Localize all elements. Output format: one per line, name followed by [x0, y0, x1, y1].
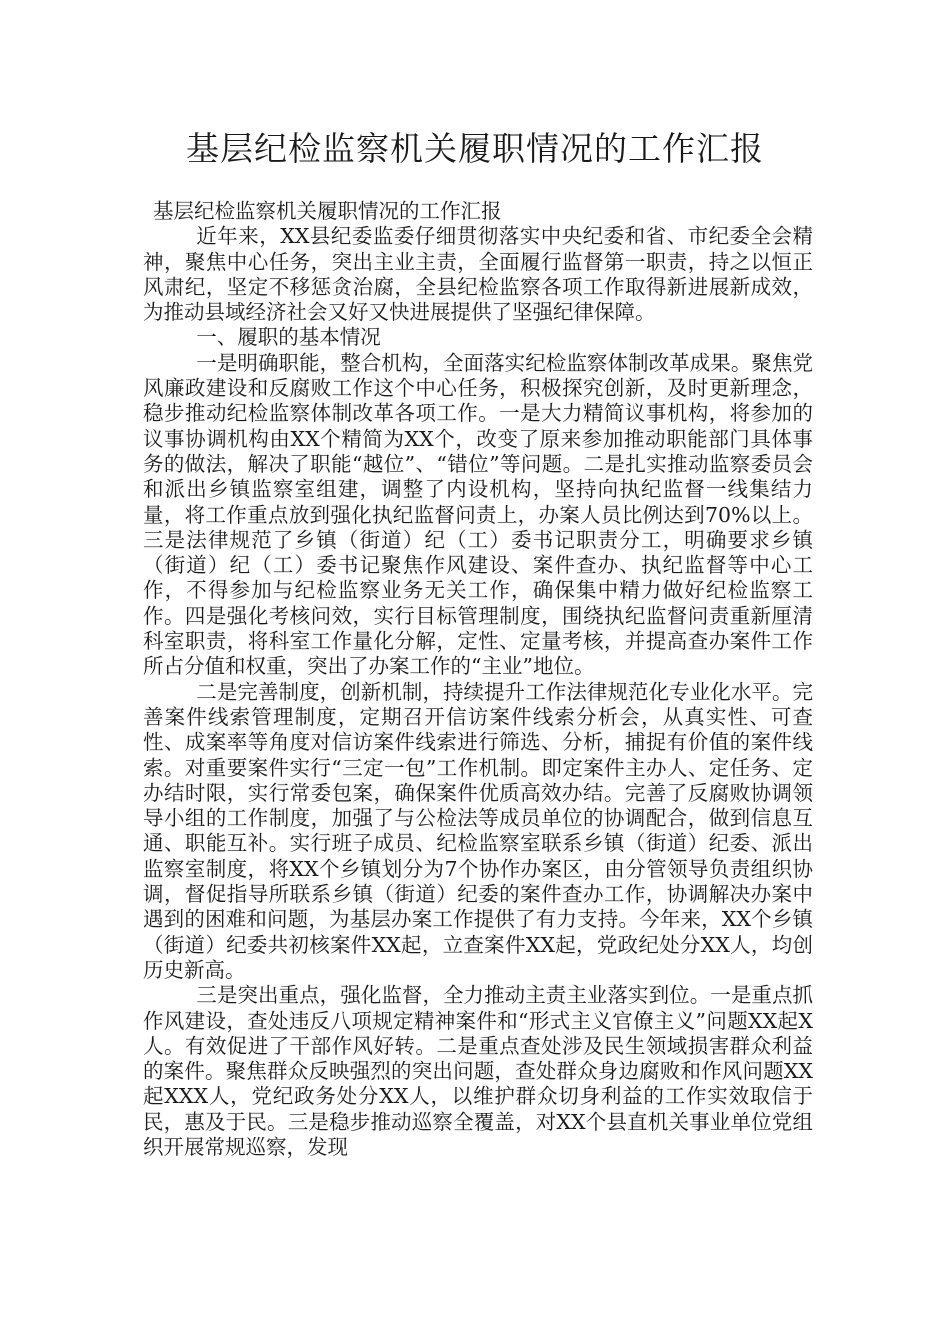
document-body: [143, 199, 813, 1160]
document-title: 基层纪检监察机关履职情况的工作汇报: [186, 129, 764, 168]
section-heading: 一、履职的基本情况: [196, 325, 381, 350]
paragraph-intro: 近年来，XX县纪委监委仔细贯彻落实中央纪委和省、市纪委全会精神，聚焦中心任务，突出主业主责，全面履行监督第一职责，持之以恒正风肃纪，坚定不移惩贪治腐，全县纪检监察各项工作取得新进展新成效，为推动县域经济社会又好又快进展提供了坚强纪律保障。: [143, 224, 813, 325]
paragraph-first-point: 一是明确职能，整合机构，全面落实纪检监察体制改革成果。聚焦党风廉政建设和反腐败工作这个中心任务，积极探究创新，及时更新理念，稳步推动纪检监察体制改革各项工作。一是大力精简议事机构，将参加的议事协调机构由XX个精简为XX个，改变了原来参加推动职能部门具体事务的做法，解决了职能“越位”、“错位”等问题。二是扎实推动监察委员会和派出乡镇监察室组建，调整了内设机构，坚持向执纪监督一线集结力量，将工作重点放到强化执纪监督问责上，办案人员比例达到70%以上。三是法律规范了乡镇（街道）纪（工）委书记职责分工，明确要求乡镇（街道）纪（工）委书记聚焦作风建设、案件查办、执纪监督等中心工作，不得参加与纪检监察业务无关工作，确保集中精力做好纪检监察工作。四是强化考核问效，实行目标管理制度，围绕执纪监督问责重新厘清科室职责，将科室工作量化分解，定性、定量考核，并提高查办案件工作所占分值和权重，突出了办案工作的“主业”地位。: [143, 350, 813, 679]
document-subtitle: 基层纪检监察机关履职情况的工作汇报: [153, 199, 502, 223]
paragraph-second-point: 二是完善制度，创新机制，持续提升工作法律规范化专业化水平。完善案件线索管理制度，定期召开信访案件线索分析会，从真实性、可查性、成案率等角度对信访案件线索进行筛选、分析，捕捉有价值的案件线索。对重要案件实行“三定一包”工作机制。即定案件主办人、定任务、定办结时限，实行常委包案，确保案件优质高效办结。完善了反腐败协调领导小组的工作制度，加强了与公检法等成员单位的协调配合，做到信息互通、职能互补。实行班子成员、纪检监察室联系乡镇（街道）纪委、派出监察室制度，将XX个乡镇划分为7个协作办案区，由分管领导负责组织协调，督促指导所联系乡镇（街道）纪委的案件查办工作，协调解决办案中遇到的困难和问题，为基层办案工作提供了有力支持。今年来，XX个乡镇（街道）纪委共初核案件XX起，立查案件XX起，党政纪处分XX人，均创历史新高。: [143, 679, 813, 982]
paragraph-third-point: 三是突出重点，强化监督，全力推动主责主业落实到位。一是重点抓作风建设，查处违反八项规定精神案件和“形式主义官僚主义”问题XX起X人。有效促进了干部作风好转。二是重点查处涉及民生领域损害群众利益的案件。聚焦群众反映强烈的突出问题，查处群众身边腐败和作风问题XX起XXX人，党纪政务处分XX人，以维护群众切身利益的工作实效取信于民，惠及于民。三是稳步推动巡察全覆盖，对XX个县直机关事业单位党组织开展常规巡察，发现: [143, 983, 813, 1159]
